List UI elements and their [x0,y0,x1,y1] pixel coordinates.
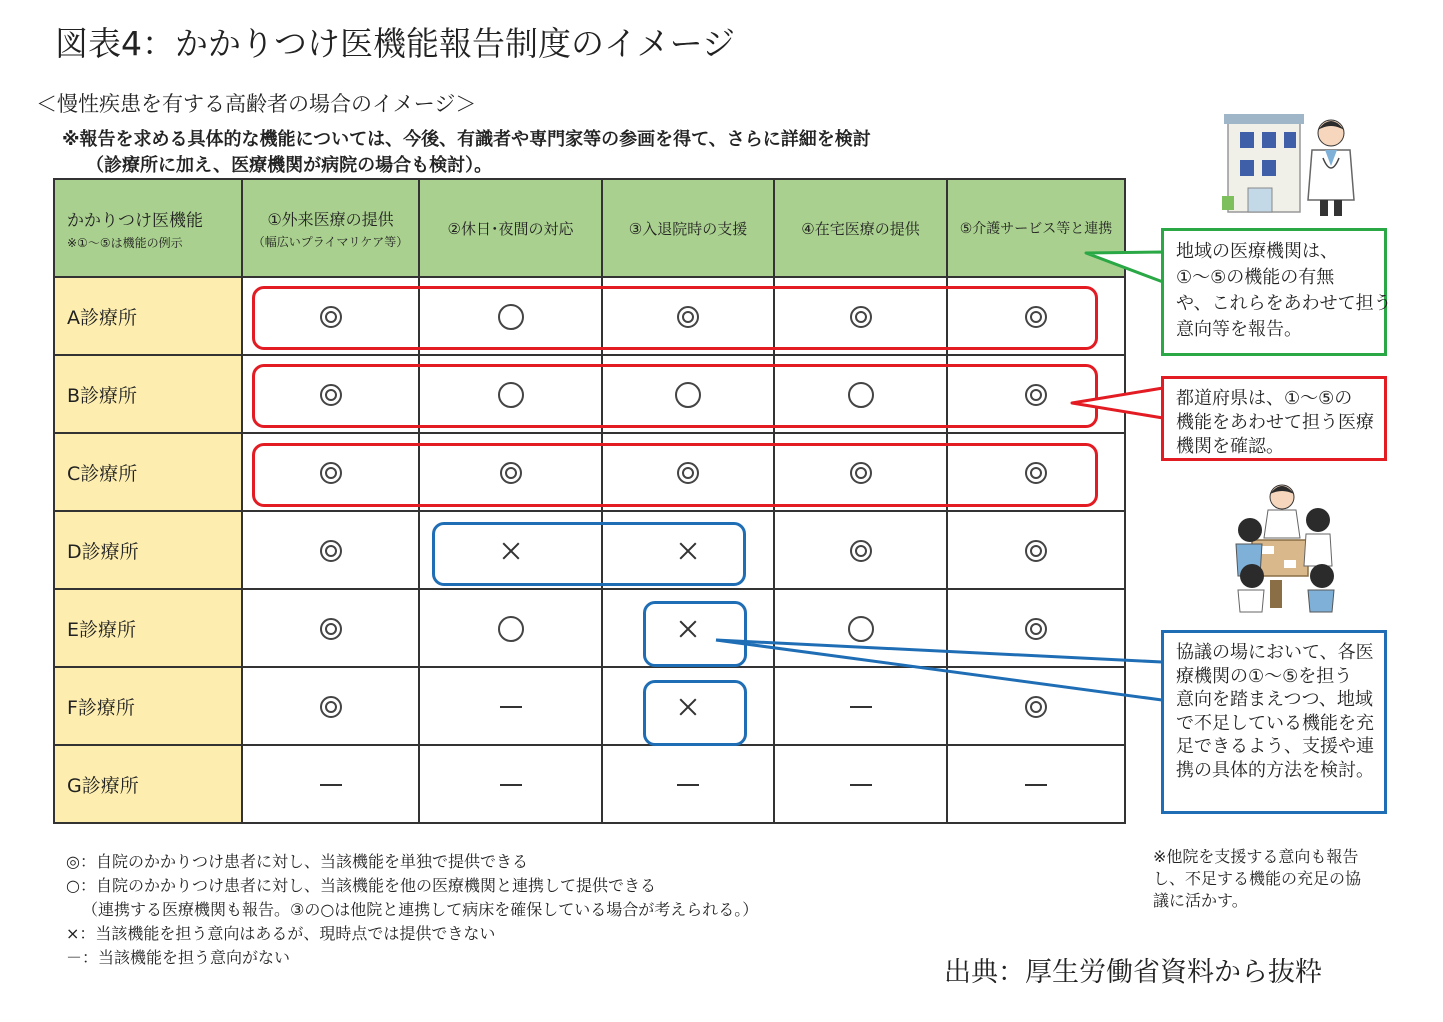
callout-report-line: 意向等を報告。 [1176,319,1302,340]
side-note-line: 議に活かす。 [1153,891,1248,910]
header-function-title: かかりつけ医機能 [67,210,203,231]
callout-council [1161,630,1387,814]
callout-confirm-line: 機能をあわせて担う医療 [1176,412,1374,433]
source-credit: 出典：厚生労働省資料から抜粋 [944,957,1322,988]
row-label: D診療所 [54,511,242,589]
header-col-1-note: （幅広いプライマリケア等） [252,234,409,249]
red-callout-pointer [1072,388,1163,418]
header-col-2: ②休日･夜間の対応 [419,179,602,277]
callout-council-line: 意向を踏まえつつ、地域 [1176,689,1373,710]
legend-dash: －：当該機能を担う意向がない [66,948,291,967]
side-note-line: ※他院を支援する意向も報告 [1153,847,1359,866]
legend-cross: ×：当該機能を担う意向はあるが、現時点では提供できない [66,924,496,943]
row-label: A診療所 [54,277,242,355]
legend-double-circle: ◎：自院のかかりつけ患者に対し、当該機能を単独で提供できる [66,852,528,871]
header-col-5: ⑤介護サービス等と連携 [947,179,1125,277]
callout-council-line: で不足している機能を充 [1176,712,1374,734]
row-label: C診療所 [54,433,242,511]
header-col-3: ③入退院時の支援 [602,179,774,277]
callout-council-line: 携の具体的方法を検討。 [1176,759,1374,781]
row-label: F診療所 [54,667,242,745]
subtitle: ＜慢性疾患を有する高齢者の場合のイメージ＞ [36,92,477,116]
figure-title: 図表4：かかりつけ医機能報告制度のイメージ [55,24,736,63]
callout-report-line: や、これらをあわせて担う [1176,293,1392,314]
callout-report-line: ①～⑤の機能の有無 [1176,267,1335,288]
legend-circle: ○：自院のかかりつけ患者に対し、当該機能を他の医療機関と連携して提供できる [66,876,656,895]
callout-council-line: 足できるよう、支援や連 [1176,736,1374,757]
legend-circle-note: （連携する医療機関も報告。③の○は他院と連携して病床を確保している場合が考えられる。） [82,900,759,919]
callout-confirm [1161,376,1387,461]
callout-council-line: 協議の場において、各医 [1176,642,1374,663]
green-callout-pointer [1086,252,1163,282]
callout-confirm-line: 機関を確認。 [1176,436,1284,457]
callout-council-line: 療機関の①～⑤を担う [1176,665,1353,687]
callout-confirm-line: 都道府県は、①～⑤の [1176,388,1353,409]
callout-report-line: 地域の医療機関は、 [1176,241,1338,262]
hospital-doctor-illustration [1222,114,1354,216]
callout-report [1161,228,1392,356]
header-function-note: ※①～⑤は機能の例示 [67,235,183,250]
row-label: B診療所 [54,355,242,433]
side-note-line: し、不足する機能の充足の協 [1153,869,1362,888]
header-col-1-title: ①外来医療の提供 [267,209,394,229]
header-col-4: ④在宅医療の提供 [774,179,947,277]
side-note [1153,846,1388,912]
note-line-1: ※報告を求める具体的な機能については、今後、有識者や専門家等の参画を得て、さらに詳細を検討 [62,129,871,150]
row-label: G診療所 [54,745,242,823]
blue-pointer-line-2 [716,640,1162,700]
note-line-2: （診療所に加え、医療機関が病院の場合も検討）。 [86,155,493,176]
row-label: E診療所 [54,589,242,667]
blue-pointer-line-1 [716,640,1162,662]
meeting-illustration [1236,485,1334,612]
